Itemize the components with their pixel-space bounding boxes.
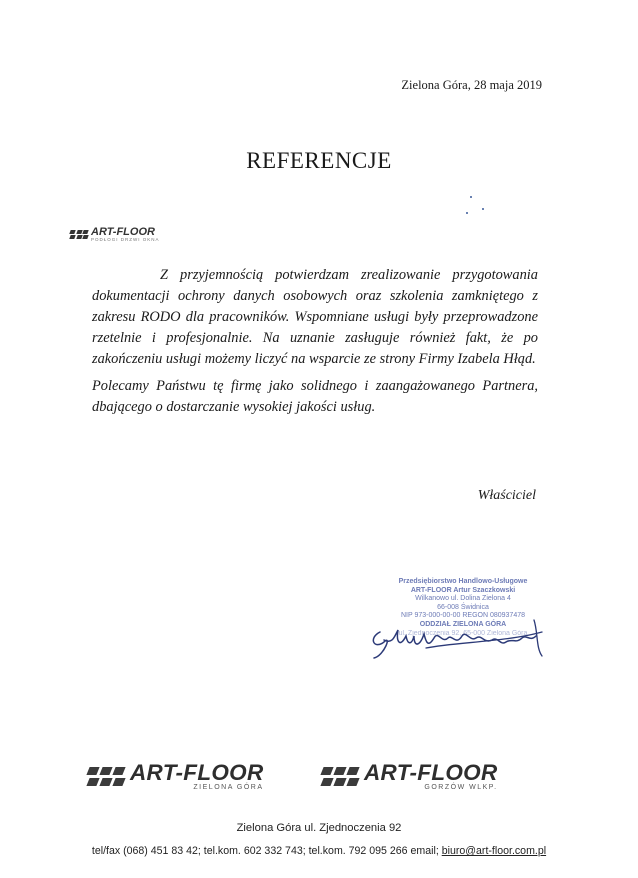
signer-title: Właściciel [477,488,536,503]
art-floor-logo-icon [88,767,124,786]
stamp-line: Przedsiębiorstwo Handlowo-Usługowe [398,578,528,585]
letter-paragraph-1: Z przyjemnością potwierdzam zrealizowanie przygotowania dokumentacji ochrony danych osobowych oraz szkolenia zamkniętego z zakresu RODO dla pracowników. Wspomniane usługi były przeprowadzone rzetelnie i profesjonalnie. Na uznanie zasługuje również fakt, że po zakończeniu usługi możemy liczyć na wsparcie ze strony Firmy Izabela Hłąd. [92,267,538,367]
stamp-line: 66-008 Świdnica [437,603,489,611]
art-floor-logo-icon [70,230,88,240]
stamp-line: ODDZIAŁ ZIELONA GÓRA [419,620,507,628]
footer-logo-city: ZIELONA GÓRA [193,784,264,791]
letter-paragraph-2: Polecamy Państwu tę firmę jako solidnego i zaangażowanego Partnera, dbającego o dostarczanie wysokiej jakości usług. [92,378,538,415]
footer-logo-zielona-gora [88,762,264,791]
handwritten-signature [366,612,556,664]
letter-title: REFERENCJE [246,148,392,173]
header-logo [70,227,160,242]
stamp-line: ul. Zjednoczenia 92, 65-000 Zielona Góra [398,629,528,637]
footer-logo-name: ART-FLOOR [130,760,264,785]
footer-logo-name: ART-FLOOR [364,760,498,785]
footer-email-link[interactable]: biuro@art-floor.com.pl [441,845,547,857]
footer-logo-gorzow [322,762,498,791]
header-logo-tagline: PODŁOGI DRZWI OKNA [91,237,160,242]
footer-phones: tel/fax (068) 451 83 42; tel.kom. 602 332 743; tel.kom. 792 095 266 email; [91,845,442,857]
stamp-line: ART-FLOOR Artur Szaczkowski [410,586,516,594]
footer-address: Zielona Góra ul. Zjednoczenia 92 [236,822,402,834]
footer-contact [0,845,638,857]
stamp-line: Wilkanowo ul. Dolina Zielona 4 [415,595,511,603]
footer-logo-city: GORZÓW WLKP. [424,784,498,791]
art-floor-logo-icon [322,767,358,786]
header-logo-name: ART-FLOOR [91,226,155,238]
letter-date: Zielona Góra, 28 maja 2019 [401,78,542,92]
stamp-line: NIP 973-000-00-00 REGON 080937478 [400,612,525,620]
